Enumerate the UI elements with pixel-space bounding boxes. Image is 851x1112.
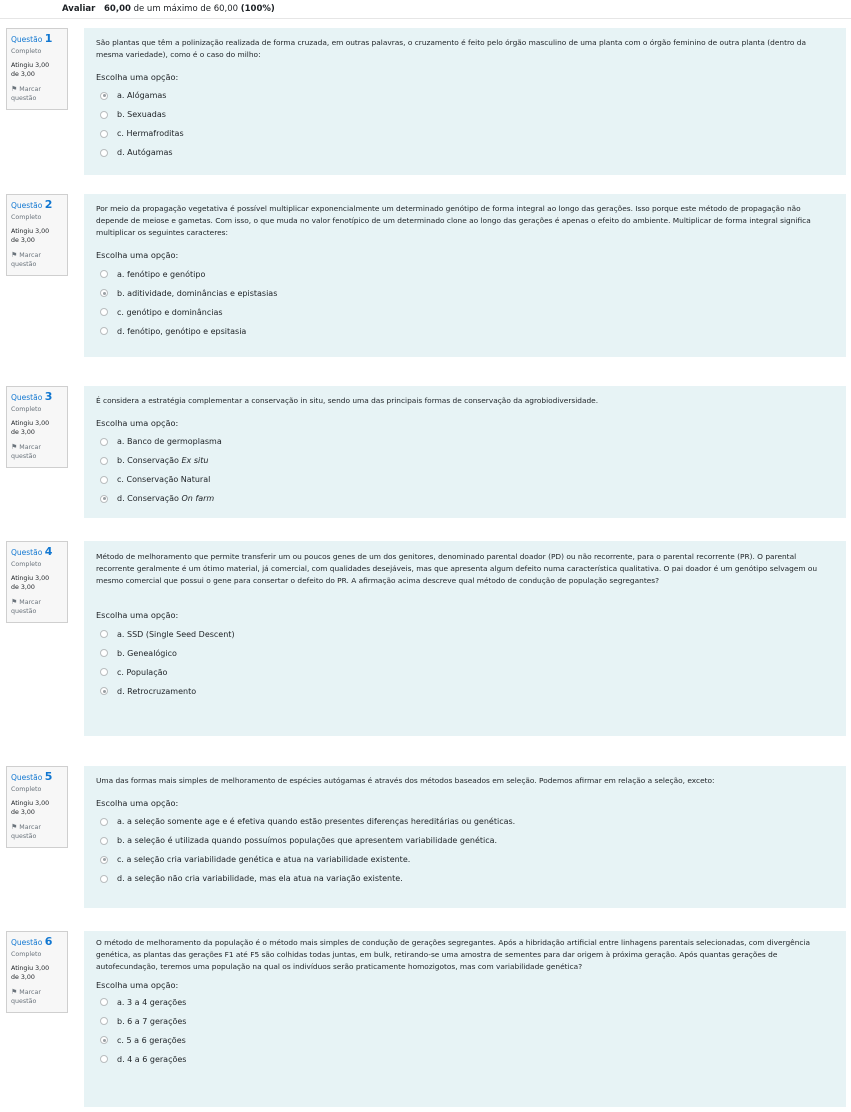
answer-option-a[interactable]: a. fenótipo e genótipo xyxy=(96,265,834,284)
answer-options xyxy=(96,625,834,701)
flag-icon: ⚑ xyxy=(11,598,18,607)
answer-options xyxy=(96,993,834,1069)
flag-question-link[interactable]: ⚑ Marcar questão xyxy=(11,85,41,102)
radio-button[interactable] xyxy=(100,630,108,638)
radio-button[interactable] xyxy=(100,875,108,883)
radio-button[interactable] xyxy=(100,1017,108,1025)
question-content xyxy=(84,28,846,175)
flag-question-link[interactable]: ⚑ Marcar questão xyxy=(11,443,41,460)
answer-option-b[interactable]: b. Sexuadas xyxy=(96,105,834,124)
question-info xyxy=(6,931,68,1013)
answer-option-c[interactable]: c. Hermafroditas xyxy=(96,124,834,143)
grade-summary-bar xyxy=(0,0,851,19)
grade-summary xyxy=(62,4,281,14)
answer-option-b[interactable]: b. 6 a 7 gerações xyxy=(96,1012,834,1031)
question-number: Questão 4 xyxy=(11,545,53,558)
answer-option-c[interactable]: c. 5 a 6 gerações xyxy=(96,1031,834,1050)
grade-percent: (100%) xyxy=(240,4,275,14)
radio-button[interactable] xyxy=(100,649,108,657)
question-content xyxy=(84,194,846,357)
question-state: Completo xyxy=(11,213,42,221)
question-content xyxy=(84,386,846,518)
flag-question-link[interactable]: ⚑ Marcar questão xyxy=(11,251,41,268)
question-number: Questão 6 xyxy=(11,935,53,948)
answer-option-b[interactable]: b. Conservação Ex situ xyxy=(96,451,834,470)
answer-option-d[interactable]: d. Autógamas xyxy=(96,143,834,162)
answer-option-d[interactable]: d. 4 a 6 gerações xyxy=(96,1050,834,1069)
radio-button[interactable] xyxy=(100,438,108,446)
answer-prompt: Escolha uma opção: xyxy=(96,72,179,83)
answer-prompt: Escolha uma opção: xyxy=(96,610,179,621)
answer-option-a[interactable]: a. Banco de germoplasma xyxy=(96,432,834,451)
radio-button[interactable] xyxy=(100,818,108,826)
answer-prompt: Escolha uma opção: xyxy=(96,980,179,991)
radio-button[interactable] xyxy=(100,457,108,465)
answer-option-a[interactable]: a. 3 a 4 gerações xyxy=(96,993,834,1012)
question-number: Questão 5 xyxy=(11,770,53,783)
question-info xyxy=(6,766,68,848)
radio-button-selected[interactable] xyxy=(100,289,108,297)
radio-button-selected[interactable] xyxy=(100,495,108,503)
radio-button[interactable] xyxy=(100,308,108,316)
question-grade: Atingiu 3,00 de 3,00 xyxy=(11,62,50,78)
question-number: Questão 3 xyxy=(11,390,53,403)
answer-option-d[interactable]: d. a seleção não cria variabilidade, mas ela atua na variação existente. xyxy=(96,869,834,888)
answer-option-c[interactable]: c. População xyxy=(96,663,834,682)
question-text: São plantas que têm a polinização realizada de forma cruzada, em outras palavras, o cruzamento é feito pelo órgão masculino de uma planta com o órgão feminino de outra planta (dentro da mesma variedade), como é o caso do milho: xyxy=(96,38,806,60)
flag-icon: ⚑ xyxy=(11,823,18,832)
flag-icon: ⚑ xyxy=(11,443,18,452)
radio-button[interactable] xyxy=(100,327,108,335)
question-content xyxy=(84,541,846,736)
question-text: Por meio da propagação vegetativa é possível multiplicar exponencialmente um determinado genótipo de forma integral ao longo das gerações. Isso porque este método de propagação não depende de meiose e gametas. Com isso, o que muda no valor fenotípico de um determinado clone ao longo das gerações é apenas o efeito do ambiente. Multiplicar de forma integral significa multiplicar os seguintes caracteres: xyxy=(96,204,811,238)
radio-button-selected[interactable] xyxy=(100,856,108,864)
radio-button[interactable] xyxy=(100,149,108,157)
question-info xyxy=(6,541,68,623)
answer-options xyxy=(96,265,834,341)
answer-prompt: Escolha uma opção: xyxy=(96,250,179,261)
question-content xyxy=(84,931,846,1107)
answer-option-d[interactable]: d. fenótipo, genótipo e epsitasia xyxy=(96,322,834,341)
question-state: Completo xyxy=(11,785,42,793)
question-info xyxy=(6,28,68,110)
radio-button-selected[interactable] xyxy=(100,1036,108,1044)
radio-button[interactable] xyxy=(100,130,108,138)
question-grade: Atingiu 3,00 de 3,00 xyxy=(11,575,50,591)
answer-option-c[interactable]: c. Conservação Natural xyxy=(96,470,834,489)
flag-question-link[interactable]: ⚑ Marcar questão xyxy=(11,823,41,840)
question-state: Completo xyxy=(11,47,42,55)
answer-option-a[interactable]: a. SSD (Single Seed Descent) xyxy=(96,625,834,644)
answer-option-d[interactable]: d. Retrocruzamento xyxy=(96,682,834,701)
answer-options xyxy=(96,432,834,508)
answer-options xyxy=(96,812,834,888)
question-text: O método de melhoramento da população é o método mais simples de condução de gerações segregantes. Após a hibridação artificial entre linhagens parentais selecionadas, com divergência genética, as plantas das gerações F1 até F5 são colhidas todas juntas, em bulk, retirando-se uma amostra de sementes para dar origem à próxima geração. Após quantas gerações de autofecundação, teremos uma população na qual os indivíduos serão praticamente homozigotos, mas com variabilidade genética? xyxy=(96,938,811,972)
radio-button[interactable] xyxy=(100,476,108,484)
question-state: Completo xyxy=(11,405,42,413)
flag-icon: ⚑ xyxy=(11,85,18,94)
answer-option-c[interactable]: c. a seleção cria variabilidade genética e atua na variabilidade existente. xyxy=(96,850,834,869)
question-content xyxy=(84,766,846,908)
flag-question-link[interactable]: ⚑ Marcar questão xyxy=(11,598,41,615)
answer-option-b[interactable]: b. aditividade, dominâncias e epistasias xyxy=(96,284,834,303)
answer-options xyxy=(96,86,834,162)
flag-question-link[interactable]: ⚑ Marcar questão xyxy=(11,988,41,1005)
answer-prompt: Escolha uma opção: xyxy=(96,418,179,429)
grade-label: Avaliar xyxy=(62,4,96,14)
grade-score: 60,00 xyxy=(104,4,131,14)
answer-option-a[interactable]: a. Alógamas xyxy=(96,86,834,105)
answer-option-c[interactable]: c. genótipo e dominâncias xyxy=(96,303,834,322)
question-text: É considera a estratégia complementar a conservação in situ, sendo uma das principais formas de conservação da agrobiodiversidade. xyxy=(96,396,599,405)
radio-button[interactable] xyxy=(100,998,108,1006)
answer-option-d[interactable]: d. Conservação On farm xyxy=(96,489,834,508)
answer-option-a[interactable]: a. a seleção somente age e é efetiva quando estão presentes diferenças hereditárias ou genéticas. xyxy=(96,812,834,831)
radio-button[interactable] xyxy=(100,270,108,278)
grade-max-text: de um máximo de 60,00 xyxy=(133,4,239,14)
question-state: Completo xyxy=(11,950,42,958)
question-number: Questão 1 xyxy=(11,32,53,45)
question-state: Completo xyxy=(11,560,42,568)
question-info xyxy=(6,386,68,468)
radio-button[interactable] xyxy=(100,1055,108,1063)
radio-button-selected[interactable] xyxy=(100,687,108,695)
flag-icon: ⚑ xyxy=(11,988,18,997)
radio-button-selected[interactable] xyxy=(100,92,108,100)
radio-button[interactable] xyxy=(100,668,108,676)
flag-icon: ⚑ xyxy=(11,251,18,260)
question-grade: Atingiu 3,00 de 3,00 xyxy=(11,965,50,981)
answer-prompt: Escolha uma opção: xyxy=(96,798,179,809)
question-grade: Atingiu 3,00 de 3,00 xyxy=(11,228,50,244)
question-grade: Atingiu 3,00 de 3,00 xyxy=(11,800,50,816)
question-grade: Atingiu 3,00 de 3,00 xyxy=(11,420,50,436)
answer-option-b[interactable]: b. Genealógico xyxy=(96,644,834,663)
radio-button[interactable] xyxy=(100,837,108,845)
question-text: Método de melhoramento que permite transferir um ou poucos genes de um dos genitores, denominado parental doador (PD) ou não recorrente, para o parental recorrente (PR). O parental recorrente geralmente é um ótimo material, já comercial, com qualidades desejáveis, mas que apresenta algum defeito numa característica qualitativa. O pai doador é um genótipo selvagem ou mesmo comercial que possui o gene para consertar o defeito do PR. A afirmação acima descreve qual método de condução de população segregantes? xyxy=(96,552,818,586)
question-text: Uma das formas mais simples de melhoramento de espécies autógamas é através dos métodos baseados em seleção. Podemos afirmar em relação a seleção, exceto: xyxy=(96,776,715,785)
question-number: Questão 2 xyxy=(11,198,53,211)
question-info xyxy=(6,194,68,276)
radio-button[interactable] xyxy=(100,111,108,119)
answer-option-b[interactable]: b. a seleção é utilizada quando possuímos populações que apresentem variabilidade genética. xyxy=(96,831,834,850)
